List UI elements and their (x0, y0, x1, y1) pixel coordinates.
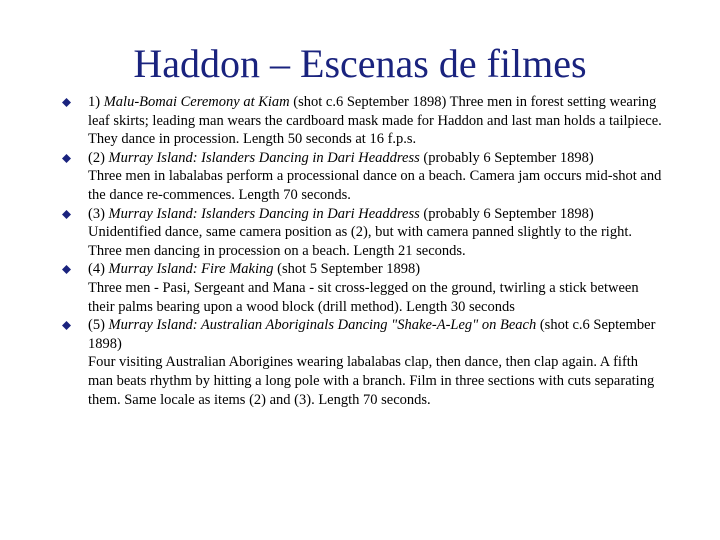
diamond-bullet-icon (62, 321, 71, 330)
bullet-lead: (4) (88, 261, 109, 278)
film-title: Murray Island: Australian Aboriginals Dancing "Shake-A-Leg" on Beach (108, 317, 537, 334)
bullet-lead: (5) (88, 317, 109, 334)
film-title: Murray Island: Fire Making (108, 261, 274, 278)
film-title: Murray Island: Islanders Dancing in Dari Headdress (108, 205, 420, 222)
bullet-description: Three men - Pasi, Sergeant and Mana - sit cross-legged on the ground, twirling a stick between their palms bearing upon a wood block (drill method). Length 30 seconds (88, 279, 639, 315)
bullet-item-4 (62, 260, 662, 316)
bullet-rest: (shot c.6 September 1898) (88, 317, 656, 352)
bullet-description: Four visiting Australian Aborigines wearing labalabas clap, then dance, then clap again. A fifth man beats rhythm by hitting a long pole with a branch. Film in three sections with cuts separating them. Same locale as items (2) and (3). Length 70 seconds. (88, 354, 655, 408)
bullet-rest: (shot c.6 September 1898) Three men in forest setting wearing leaf skirts; leading man wears the cardboard mask made for Haddon and last man holds a tailpiece. They dance in procession. Length 50 seconds at 16 f.p.s. (88, 94, 662, 148)
slide-title: Haddon – Escenas de filmes (133, 41, 587, 86)
bullet-description: Unidentified dance, same camera position as (2), but with camera panned slightly to the right. Three men dancing in procession on a beach. Length 21 seconds. (88, 224, 632, 259)
bullet-text (88, 93, 662, 149)
bullet-list (62, 93, 662, 409)
bullet-description: Three men in labalabas perform a processional dance on a beach. Camera jam occurs mid-shot and the dance re-commences. Length 70 seconds. (88, 168, 662, 203)
bullet-item-3 (62, 205, 662, 261)
bullet-text (88, 149, 662, 168)
diamond-bullet-icon (62, 210, 71, 219)
film-title: Murray Island: Islanders Dancing in Dari Headdress (108, 149, 420, 166)
diamond-bullet-icon (62, 265, 71, 274)
bullet-rest: (probably 6 September 1898) (419, 205, 594, 222)
bullet-lead: (2) (88, 149, 109, 166)
bullet-item-1 (62, 93, 662, 149)
bullet-item-5 (62, 316, 662, 409)
bullet-text (88, 260, 662, 279)
diamond-bullet-icon (62, 98, 71, 107)
diamond-bullet-icon (62, 154, 71, 163)
bullet-rest: (shot 5 September 1898) (273, 261, 421, 278)
bullet-text (88, 316, 662, 353)
bullet-rest: (probably 6 September 1898) (419, 149, 594, 166)
bullet-text (88, 205, 662, 224)
bullet-item-2 (62, 149, 662, 205)
bullet-lead: (3) (88, 205, 109, 222)
film-title: Malu-Bomai Ceremony at Kiam (103, 94, 290, 110)
bullet-lead: 1) (88, 94, 104, 110)
